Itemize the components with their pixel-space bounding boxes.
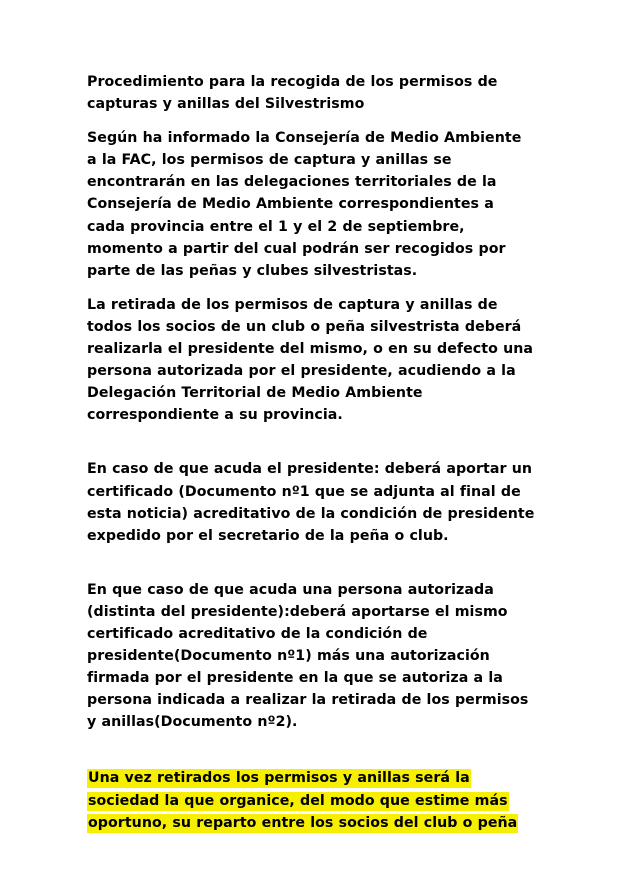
paragraph-reparto-socios-highlighted-text: Una vez retirados los permisos y anillas será la sociedad la que organice, del modo que estime más oportuno, su reparto entre los socios del club o peña bbox=[88, 770, 518, 831]
paragraph-caso-persona-autorizada-text: En que caso de que acuda una persona autorizada (distinta del presidente):deberá aportarse el mismo certificado acreditativo de la condición de presidente(Documento nº1) más una autorización firmada por el presidente en la que se autoriza a la persona indicada a realizar la retirada de los permisos y anillas(Documento nº2). bbox=[87, 581, 529, 731]
paragraph-caso-presidente bbox=[87, 458, 535, 546]
paragraph-retirada-permisos-text: La retirada de los permisos de captura y anillas de todos los socios de un club o peña silvestrista deberá realizarla el presidente del mismo, o en su defecto una persona autorizada por el presidente, acudiendo a la Delegación Territorial de Medio Ambiente correspondiente a su provincia. bbox=[87, 296, 533, 424]
paragraph-title-text: Procedimiento para la recogida de los permisos de capturas y anillas del Silvestrismo bbox=[87, 74, 498, 113]
paragraph-title bbox=[87, 71, 535, 115]
document-text-body bbox=[87, 71, 535, 834]
paragraph-consejeria-info bbox=[87, 127, 535, 282]
paragraph-caso-presidente-text: En caso de que acuda el presidente: deberá aportar un certificado (Documento nº1 que se adjunta al final de esta noticia) acreditativo de la condición de presidente expedido por el secretario de la peña o club. bbox=[87, 461, 535, 544]
paragraph-reparto-socios bbox=[87, 767, 535, 833]
paragraph-retirada-permisos bbox=[87, 294, 535, 427]
paragraph-caso-persona-autorizada bbox=[87, 579, 535, 734]
paragraph-consejeria-info-text: Según ha informado la Consejería de Medio Ambiente a la FAC, los permisos de captura y anillas se encontrarán en las delegaciones territoriales de la Consejería de Medio Ambiente correspondientes a cada provincia entre el 1 y el 2 de septiembre, momento a partir del cual podrán ser recogidos por parte de las peñas y clubes silvestristas. bbox=[87, 130, 522, 279]
